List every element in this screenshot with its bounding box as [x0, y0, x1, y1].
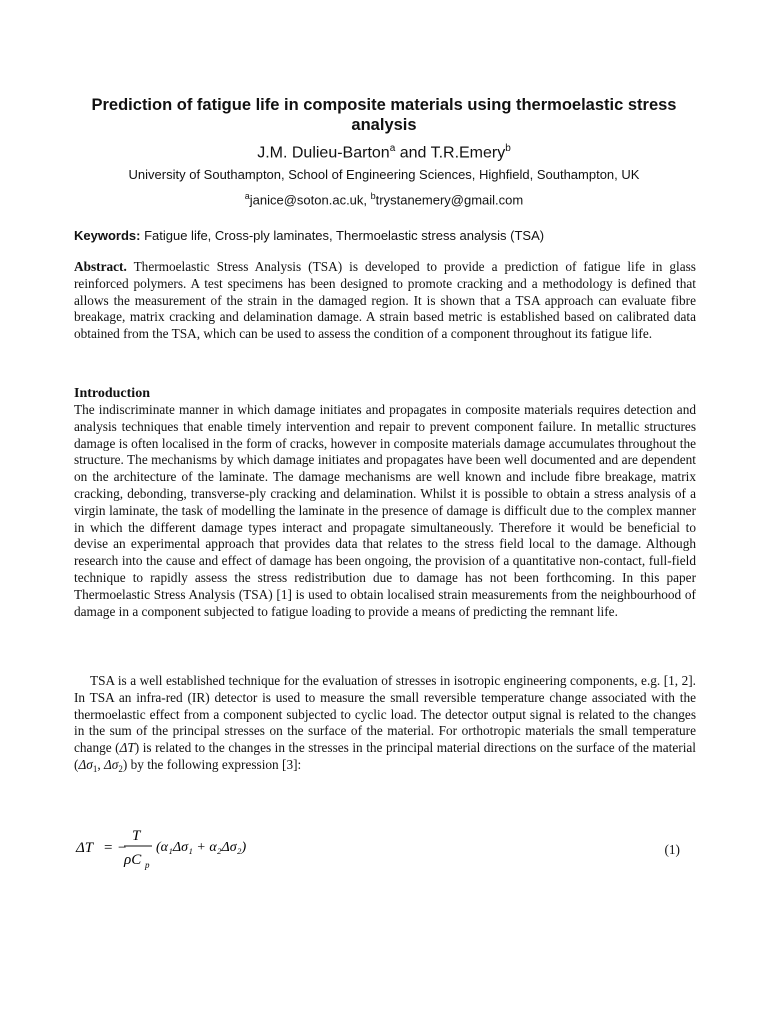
author-line: [70, 139, 698, 163]
abstract: [74, 259, 696, 343]
abstract-label: Abstract.: [74, 259, 127, 274]
equation-number: (1): [664, 842, 680, 857]
equation-numerator: T: [132, 828, 141, 844]
equation-denominator: ρC: [124, 852, 142, 868]
equation-terms: (α₁Δσ₁ + α₂Δσ₂): [156, 840, 247, 855]
email-a-mark: a: [244, 191, 250, 201]
keywords-label: Keywords:: [74, 228, 141, 243]
intro-paragraph-2: [74, 673, 696, 778]
email-line: [70, 188, 698, 208]
equation-denominator-subscript: p: [145, 860, 150, 870]
author-1-affiliation-mark: a: [389, 143, 396, 154]
intro-paragraph-2-part-d: ) by the following expression [3]:: [122, 756, 302, 772]
equation-equals: =: [104, 840, 113, 856]
intro-paragraph-2-part-a: TSA is a well established technique for the evaluation of stresses in isotropic engineering components, e.g. [1, 2]. In TSA an infra-red (IR) detector is used to measure the small reversible temperature change associated with the thermoelastic effect from a component subjected to cyclic load. The detector output signal is related to the changes in the sum of the principal stresses on the surface of the material. For orthotropic materials the small temperature change (: [74, 673, 696, 756]
equation-lhs: ΔT: [76, 840, 94, 856]
delta-sigma-2-symbol: $\Delta\sigma_2$: [103, 756, 123, 774]
intro-paragraph-2-part-c: ,: [97, 756, 104, 772]
keywords: [74, 227, 694, 244]
email-b[interactable]: trystanemery@gmail.com: [375, 192, 524, 208]
delta-t-symbol: ΔT: [119, 740, 135, 756]
author-1: J.M. Dulieu-Barton: [257, 144, 390, 162]
author-2: T.R.Emery: [430, 144, 506, 162]
equation-1: [74, 824, 696, 872]
paper-title: Prediction of fatigue life in composite materials using thermoelastic stress analysis: [91, 96, 677, 134]
delta-sigma-1-symbol: $\Delta\sigma_1$: [78, 756, 98, 774]
author-conjunction: and: [395, 144, 431, 162]
affiliation: University of Southampton, School of Engineering Sciences, Highfield, Southampton, UK: [128, 167, 640, 182]
equation-1-formula: [74, 824, 474, 872]
email-a[interactable]: janice@soton.ac.uk,: [249, 192, 371, 208]
intro-paragraph-1: The indiscriminate manner in which damage initiates and propagates in composite materials requires detection and analysis techniques that enable timely intervention and repair to prevent component failure. In metallic structures damage is often localised in the form of cracks, however in composite materials damage accumulates throughout the structure. The mechanisms by which damage initiates and propagates have been well documented and are dependent on the architecture of the laminate. The damage mechanisms are well known and include fibre breakage, matrix cracking, debonding, transverse-ply cracking and delamination. Whilst it is possible to obtain a stress analysis of a virgin laminate, the task of modelling the laminate in the presence of damage is difficult due to the complex manner in which the different damage types interact and propagate simultaneously. Therefore it would be beneficial to devise an experimental approach that provides data that relates to the stress field local to the damage. Although research into the cause and effect of damage has been ongoing, the provision of a quantitative non-contact, full-field technique to rapidly assess the stress redistribution due to damage has not been forthcoming. In this paper Thermoelastic Stress Analysis (TSA) [1] is used to obtain localised strain measurements from the neighbourhood of damage in a component subjected to fatigue loading to provide a means of predicting the remnant life.: [74, 402, 696, 619]
abstract-text: Thermoelastic Stress Analysis (TSA) is developed to provide a prediction of fatigue life in glass reinforced polymers. A test specimens has been designed to promote cracking and a methodology is defined that allows the measurement of the strain in the damaged region. It is shown that a TSA approach can evaluate fibre breakage, matrix cracking and delamination damage. A strain based metric is established based on calibrated data obtained from the TSA, which can be used to assess the condition of a component throughout its fatigue life.: [74, 259, 696, 342]
keywords-text: Fatigue life, Cross-ply laminates, Thermoelastic stress analysis (TSA): [140, 228, 545, 243]
equation-minus: −: [118, 840, 127, 856]
author-2-affiliation-mark: b: [505, 143, 511, 154]
intro-paragraph-2-part-b: ) is related to the changes in the stresses in the principal material directions on the surface of the material (: [74, 740, 696, 772]
section-heading-introduction: Introduction: [74, 386, 150, 401]
email-b-mark: b: [370, 191, 376, 201]
